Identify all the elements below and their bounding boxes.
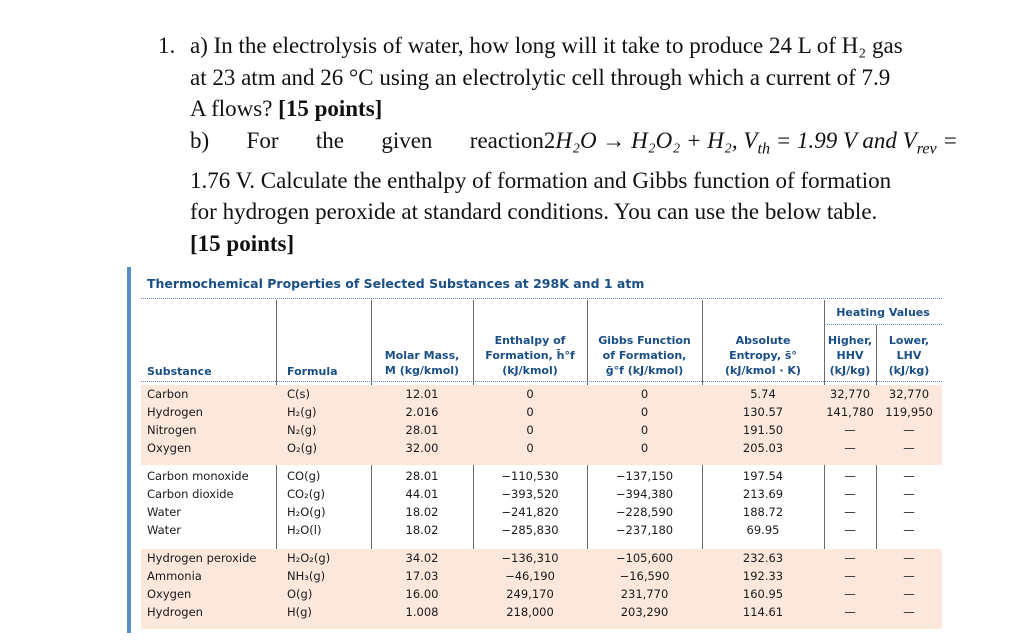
cell-entropy: 114.61 (742, 605, 784, 619)
header-substance: Substance (147, 365, 212, 378)
cell-entropy: 213.69 (742, 487, 784, 501)
header-lhv-text: Lower, LHV (kJ/kg) (888, 334, 930, 377)
header-lhv (876, 333, 942, 378)
cell-gibbs: 203,290 (620, 605, 669, 619)
cell-entropy: 69.95 (746, 523, 780, 537)
cell-hhv: — (844, 551, 856, 565)
question-text (158, 30, 958, 259)
cell-formula: CO(g) (287, 469, 321, 483)
cell-formula: H₂O(l) (287, 523, 322, 537)
cell-enthalpy: 0 (526, 405, 534, 419)
cell-substance: Hydrogen (147, 405, 203, 419)
cell-gibbs: 0 (640, 387, 649, 401)
cell-enthalpy: 218,000 (506, 605, 554, 619)
cell-entropy: 205.03 (742, 441, 784, 455)
equation-end: = (936, 127, 958, 153)
cell-enthalpy: 249,170 (506, 587, 554, 601)
cell-formula: H₂(g) (287, 405, 317, 419)
cell-formula: C(s) (287, 387, 310, 401)
cell-hhv: — (844, 469, 856, 483)
cell-lhv: 119,950 (885, 405, 933, 419)
table-accent-bar (127, 267, 131, 633)
reaction-equation (555, 127, 958, 158)
part-b-line-1 (190, 125, 958, 165)
cell-enthalpy: −110,530 (501, 469, 559, 483)
cell-gibbs: −137,150 (615, 469, 674, 483)
cell-entropy: 192.33 (742, 569, 784, 583)
cell-substance: Nitrogen (147, 423, 197, 437)
cell-gibbs: −16,590 (619, 569, 670, 583)
cell-entropy: 160.95 (742, 587, 784, 601)
header-entropy (702, 333, 824, 378)
header-hhv (824, 333, 876, 378)
part-a-line-1: a) In the electrolysis of water, how long will it take to produce 24 L of H₂ gas (190, 33, 903, 58)
cell-molar-mass: 1.008 (405, 605, 439, 619)
equation-main: H₂O → H₂O₂ + H₂, V (555, 127, 758, 153)
cell-formula: H₂O(g) (287, 505, 326, 519)
cell-enthalpy: 0 (526, 387, 534, 401)
cell-formula: H(g) (287, 605, 312, 619)
cell-enthalpy: −393,520 (501, 487, 559, 501)
cell-substance: Ammonia (147, 569, 202, 583)
part-a-line-2: at 23 atm and 26 °C using an electrolytic cell through which a current of 7.9 (190, 64, 891, 90)
cell-molar-mass: 28.01 (405, 469, 439, 483)
cell-gibbs: 0 (640, 423, 649, 437)
cell-enthalpy: 0 (526, 423, 534, 437)
cell-substance: Water (147, 505, 181, 519)
heating-values-header: Heating Values (836, 306, 930, 319)
cell-molar-mass: 12.01 (405, 387, 439, 401)
cell-substance: Carbon monoxide (147, 469, 249, 483)
cell-enthalpy: −46,190 (505, 569, 555, 583)
cell-lhv: — (903, 423, 915, 437)
header-gibbs (587, 333, 702, 378)
cell-hhv: 32,770 (829, 387, 871, 401)
part-b-points: [15 points] (190, 230, 295, 256)
cell-molar-mass: 17.03 (405, 569, 439, 583)
cell-substance: Carbon (147, 387, 189, 401)
cell-molar-mass: 34.02 (405, 551, 439, 565)
cell-formula: N₂(g) (287, 423, 317, 437)
title-rule (141, 298, 942, 299)
cell-entropy: 5.74 (750, 387, 776, 401)
cell-enthalpy: −285,830 (501, 523, 559, 537)
cell-lhv: 32,770 (888, 387, 930, 401)
cell-molar-mass: 2.016 (405, 405, 439, 419)
cell-substance: Carbon dioxide (147, 487, 234, 501)
cell-molar-mass: 16.00 (405, 587, 439, 601)
part-b-word-for: For (246, 127, 279, 153)
header-molar-mass (371, 348, 473, 378)
header-hhv-text: Higher, HHV (kJ/kg) (827, 334, 873, 377)
cell-formula: NH₃(g) (287, 569, 326, 583)
cell-enthalpy: 0 (526, 441, 534, 455)
header-formula: Formula (287, 365, 338, 378)
cell-hhv: 141,780 (826, 405, 874, 419)
cell-hhv: — (844, 523, 856, 537)
cell-hhv: — (844, 423, 856, 437)
cell-gibbs: 0 (640, 405, 649, 419)
part-a-points: [15 points] (278, 96, 383, 121)
part-b-word-given: given (381, 127, 433, 153)
cell-lhv: — (903, 469, 915, 483)
part-b-word-the: the (315, 127, 344, 153)
cell-entropy: 197.54 (742, 469, 784, 483)
cell-enthalpy: −136,310 (501, 551, 559, 565)
cell-entropy: 130.57 (742, 405, 784, 419)
part-b-line-4 (190, 228, 958, 260)
cell-entropy: 191.50 (742, 423, 784, 437)
header-enthalpy (473, 333, 587, 378)
cell-lhv: — (903, 587, 915, 601)
cell-enthalpy: −241,820 (501, 505, 559, 519)
cell-gibbs: −394,380 (615, 487, 674, 501)
heating-values-rule (827, 324, 942, 325)
header-molar-mass-text: Molar Mass, M (kg/kmol) (384, 349, 460, 377)
cell-lhv: — (903, 441, 915, 455)
header-entropy-text: Absolute Entropy, s̄° (kJ/kmol · K) (725, 334, 801, 377)
thermo-table (127, 267, 942, 633)
cell-gibbs: −105,600 (615, 551, 674, 565)
cell-substance: Hydrogen peroxide (147, 551, 257, 565)
cell-lhv: — (903, 505, 915, 519)
cell-molar-mass: 32.00 (405, 441, 439, 455)
cell-formula: CO₂(g) (287, 487, 325, 501)
cell-lhv: — (903, 523, 915, 537)
cell-hhv: — (844, 587, 856, 601)
part-a-line-3 (190, 93, 958, 125)
cell-gibbs: −228,590 (615, 505, 674, 519)
cell-molar-mass: 18.02 (405, 505, 439, 519)
cell-gibbs: 0 (640, 441, 649, 455)
cell-lhv: — (903, 605, 915, 619)
reaction-word: reaction2 (469, 127, 556, 153)
question-number: 1. (158, 33, 176, 58)
cell-gibbs: −237,180 (615, 523, 674, 537)
cell-substance: Hydrogen (147, 605, 203, 619)
cell-formula: O(g) (287, 587, 313, 601)
cell-entropy: 188.72 (742, 505, 784, 519)
cell-molar-mass: 28.01 (405, 423, 439, 437)
cell-molar-mass: 44.01 (405, 487, 439, 501)
part-b-line-3: for hydrogen peroxide at standard conditions. You can use the below table. (190, 199, 878, 225)
table-title: Thermochemical Properties of Selected Substances at 298K and 1 atm (147, 276, 645, 291)
cell-hhv: — (844, 569, 856, 583)
cell-hhv: — (844, 441, 856, 455)
header-gibbs-text: Gibbs Function of Formation, ḡ°f (kJ/kmol) (598, 334, 691, 377)
equation-sub-rev: rev (916, 140, 937, 158)
cell-lhv: — (903, 487, 915, 501)
cell-gibbs: 231,770 (620, 587, 669, 601)
cell-substance: Oxygen (147, 587, 192, 601)
cell-hhv: — (844, 605, 856, 619)
equation-mid: = 1.99 V and V (770, 127, 917, 153)
part-b-line-2: 1.76 V. Calculate the enthalpy of formation and Gibbs function of formation (190, 167, 892, 193)
header-rule (141, 381, 942, 382)
cell-entropy: 232.63 (742, 551, 784, 565)
cell-hhv: — (844, 487, 856, 501)
part-b-reaction (470, 125, 958, 165)
cell-molar-mass: 18.02 (405, 523, 439, 537)
cell-formula: H₂O₂(g) (287, 551, 331, 565)
cell-substance: Oxygen (147, 441, 192, 455)
part-a-end: A flows? (190, 96, 273, 121)
cell-lhv: — (903, 569, 915, 583)
equation-sub-th: th (757, 140, 770, 158)
cell-lhv: — (903, 551, 915, 565)
cell-hhv: — (844, 505, 856, 519)
part-b-label: b) (190, 127, 210, 153)
cell-substance: Water (147, 523, 181, 537)
cell-formula: O₂(g) (287, 441, 317, 455)
header-enthalpy-text: Enthalpy of Formation, h̄°f (kJ/kmol) (485, 334, 575, 377)
